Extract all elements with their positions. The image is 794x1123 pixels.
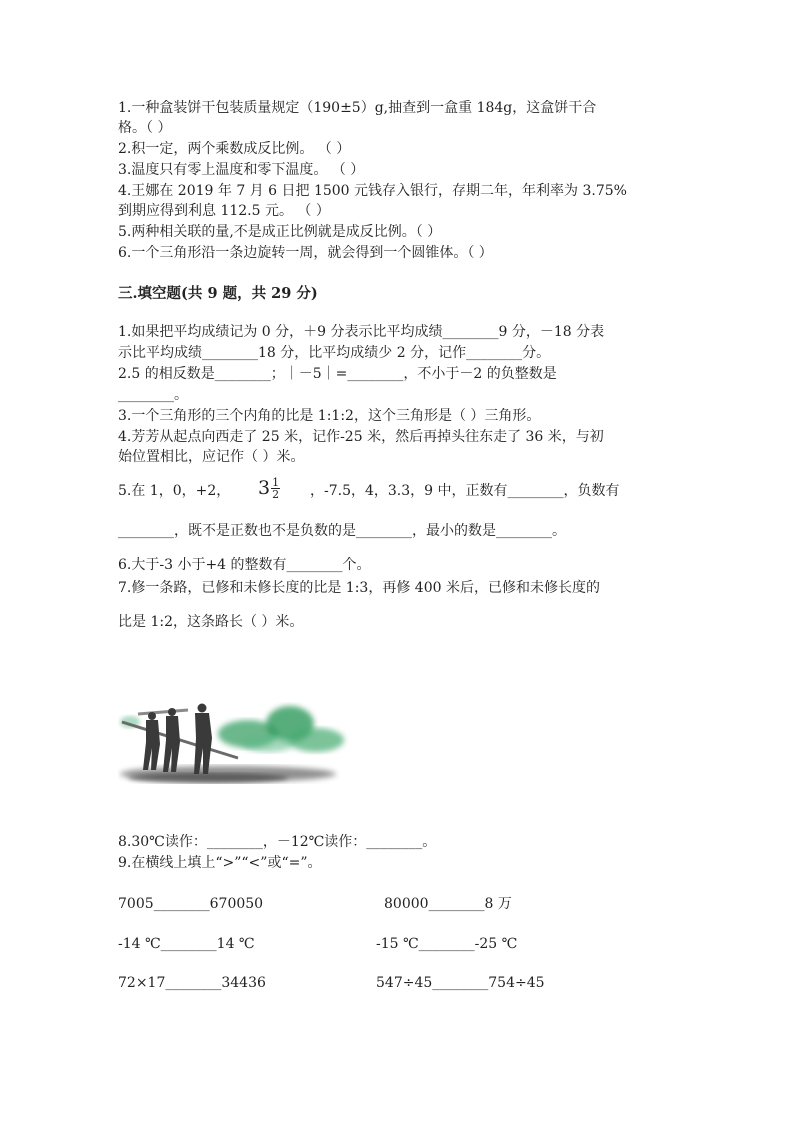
judge-q2: 2.积一定，两个乘数成反比例。 （ ） — [118, 141, 351, 157]
judge-q4-line1: 4.王娜在 2019 年 7 月 6 日把 1500 元钱存入银行，存期二年，年利率为 3.75% — [118, 183, 627, 199]
compare-row3-right: 547÷45________754÷45 — [376, 975, 545, 991]
fill-q2-line1: 2.5 的相反数是________；｜－5｜=________，不小于－2 的负整数是 — [118, 366, 557, 382]
judge-q6: 6.一个三角形沿一条边旋转一周，就会得到一个圆锥体。（ ） — [118, 245, 493, 261]
judge-q5: 5.两种相关联的量,不是成正比例就是成反比例。（ ） — [118, 224, 442, 240]
fill-q5-line1-end: ，-7.5，4，3.3，9 中，正数有________，负数有 — [310, 483, 620, 499]
compare-row2-right: -15 ℃________-25 ℃ — [376, 936, 518, 952]
fraction-denominator: 2 — [272, 487, 280, 501]
mixed-number — [258, 476, 280, 500]
fill-q5-line1-start: 5.在 1，0，+2， — [118, 483, 231, 499]
fill-q5-line2: ________，既不是正数也不是负数的是________，最小的数是________。 — [118, 523, 566, 539]
fill-q1-line2: 示比平均成绩________18 分，比平均成绩少 2 分，记作________分。 — [118, 345, 551, 361]
fill-q6: 6.大于-3 小于+4 的整数有________个。 — [118, 557, 371, 573]
judge-q4-line2: 到期应得到利息 112.5 元。 （ ） — [118, 203, 330, 219]
ink-painting-illustration — [118, 692, 358, 788]
fill-q4-line1: 4.芳芳从起点向西走了 25 米，记作-25 米，然后再掉头往东走了 36 米，与初 — [118, 429, 604, 445]
compare-row1-left: 7005________670050 — [118, 896, 264, 912]
mixed-number-whole: 3 — [258, 477, 271, 499]
compare-row3-left: 72×17________34436 — [118, 975, 266, 991]
mixed-number-fraction — [271, 477, 280, 500]
fill-q4-line2: 始位置相比，应记作（ ）米。 — [118, 449, 305, 465]
compare-row2-left: -14 ℃________14 ℃ — [118, 936, 255, 952]
fill-q1-line1: 1.如果把平均成绩记为 0 分，＋9 分表示比平均成绩________9 分，－18 分表 — [118, 324, 605, 340]
judge-q1-line2: 格。（ ） — [118, 120, 172, 136]
judge-q3: 3.温度只有零上温度和零下温度。 （ ） — [118, 162, 365, 178]
fill-q3: 3.一个三角形的三个内角的比是 1:1:2，这个三角形是（ ）三角形。 — [118, 408, 541, 424]
fraction-numerator: 1 — [272, 475, 280, 489]
fill-q2-line2: ________。 — [118, 387, 188, 403]
judge-q1-line1: 1.一种盒装饼干包装质量规定（190±5）g,抽查到一盒重 184g，这盒饼干合 — [118, 100, 597, 116]
fill-q9: 9.在横线上填上“>”“<”或“=”。 — [118, 855, 322, 871]
section-title: 三.填空题(共 9 题，共 29 分) — [118, 285, 318, 302]
worker-figures — [143, 704, 212, 775]
fill-q7-line2: 比是 1:2，这条路长（ ）米。 — [118, 614, 304, 630]
compare-row1-right: 80000________8 万 — [384, 896, 512, 912]
fill-q7-line1: 7.修一条路，已修和未修长度的比是 1:3，再修 400 米后，已修和未修长度的 — [118, 580, 600, 596]
fill-q8: 8.30℃读作：________，－12℃读作：________。 — [118, 834, 437, 850]
